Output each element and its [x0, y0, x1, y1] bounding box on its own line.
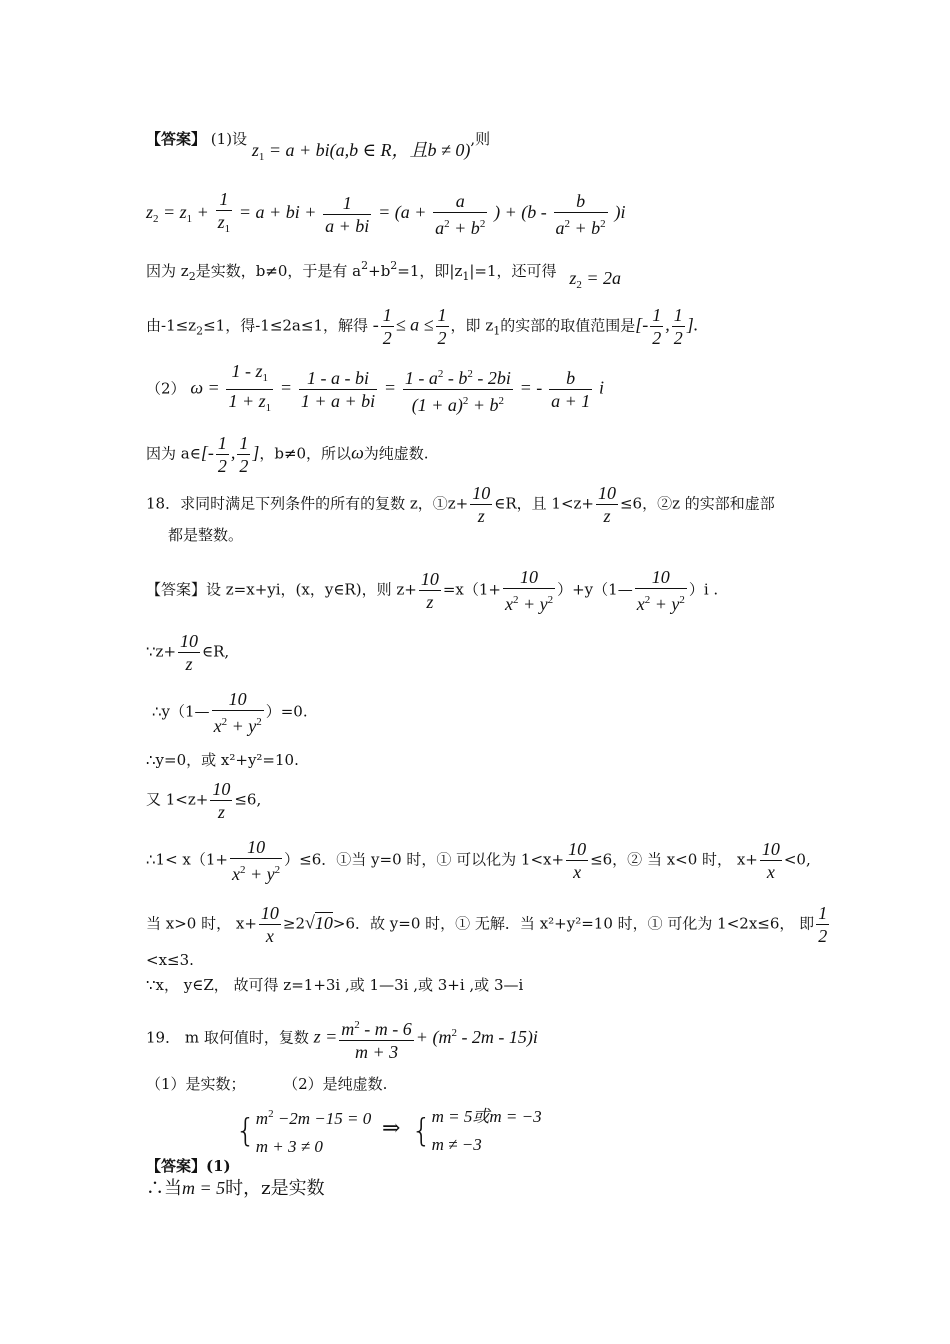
math-z2-expansion: $z_2 = z_1$ + $\frac{1}{z_1}$ = a + bi + $\frac{1}{a + bi}$ = (a + $\frac{a}{a^2 + b^2}$ ) + (b - $\frac{b}{a^2 + b^2}$ )i: [146, 189, 626, 238]
answer-18-line-1: 【答案】设 z=x+yi，(x，y∈R)，则 z+ $\frac{10}{z}$ =x（1+ $\frac{10}{x^2 + y^2}$ ）+y（1— $\frac{10}{x^2 + y^2}$ ）i .: [146, 567, 719, 614]
answer-18-line-9: ∵x， y∈Z， 故可得 z=1+3i ,或 1—3i ,或 3+i ,或 3—i: [146, 976, 524, 994]
system-right: m = 5或m = −3 m ≠ −3: [431, 1106, 542, 1154]
answer-18-line-3: ∴y（1— $\frac{10}{x^2 + y^2}$ ）=0.: [152, 689, 308, 736]
answer-2-omega: （2） ω = $\frac{1 - z_1}{1 + z_1}$ = $\frac{1 - a - bi}{1 + a + bi}$ = $\frac{1 - a^2 - b^2 - 2bi}{(1 + a)^2 + b^2}$ = - $\frac{b}{a + 1}$ i: [146, 361, 605, 415]
answer-1-line: 【答案】 (1)设 $z_1 = a + bi(a,b$ ∈ R，且b ≠ 0),则: [146, 130, 491, 163]
answer-1-line-4: 由$-1\le z_2\le 1$，得-1≤2a≤1，解得 - $\frac{1}{2}$ ≤ a ≤ $\frac{1}{2}$ ，即 $z_1$的实部的取值范围是[- $\frac{1}{2}$ , $\frac{1}{2}$ ].: [146, 305, 699, 348]
answer-19-line-1: 【答案】(1) { $m^2 -2m -15 = 0$ m + 3 ≠ 0 ⇒ { m = 5或m = −3 m ≠ −3: [146, 1100, 542, 1161]
answer-18-line-6: ∴1< x（1+ $\frac{10}{x^2 + y^2}$ ）≤6．①当 y=0 时，① 可以化为 1<x+ $\frac{10}{x}$ ≤6，② 当 x<0 时， x+ $\frac{10}{x}$ <0,: [146, 837, 811, 884]
answer-18-line-8: <x≤3.: [146, 951, 194, 969]
part-label: (1)设: [210, 130, 248, 148]
answer-label: 【答案】: [146, 130, 207, 148]
question-19-line-1: 19． m 取何值时，复数 z = $\frac{m^2 - m - 6}{m + 3}$ + $(m^2 - 2m - 15)i$: [146, 1014, 538, 1063]
answer-1-line-3: 因为 $z_2$是实数，b≠0，于是有 $a^2+b^2=1$，即$|z_1|=1$，还可得 $z_2 = 2a$: [146, 259, 621, 291]
answer-18-line-2: ∵z+ $\frac{10}{z}$ ∈R,: [146, 631, 230, 674]
question-18-line-2: 都是整数。: [168, 526, 244, 544]
answer-2-conclusion: 因为 a∈[- $\frac{1}{2}$ , $\frac{1}{2}$ ]，b≠0，所以ω为纯虚数.: [146, 433, 429, 476]
question-18-line-1: 18．求同时满足下列条件的所有的复数 z，①z+ $\frac{10}{z}$ ∈R，且 1<z+ $\frac{10}{z}$ ≤6，②z 的实部和虚部: [146, 483, 775, 526]
answer-18-line-5: 又 1<z+ $\frac{10}{z}$ ≤6,: [146, 779, 262, 822]
sqrt-10: √10: [305, 912, 333, 933]
answer-18-line-4: ∴y=0，或 x²+y²=10.: [146, 751, 299, 769]
answer-18-line-7: 当 x>0 时， x+ $\frac{10}{x}$ ≥2√10>6．故 y=0 时，① 无解．当 x²+y²=10 时，① 可化为 1<2x≤6， 即 $\frac{1}{2}$: [146, 903, 828, 946]
answer-19-conclusion: ∴当m = 5时，z是实数: [146, 1178, 325, 1199]
system-left: $m^2 -2m -15 = 0$ m + 3 ≠ 0: [255, 1108, 372, 1156]
question-19-parts: （1）是实数； （2）是纯虚数.: [146, 1075, 388, 1093]
math-z1-def: $z_1 = a + bi(a,b$ ∈ R，且b ≠ 0): [251, 140, 471, 163]
